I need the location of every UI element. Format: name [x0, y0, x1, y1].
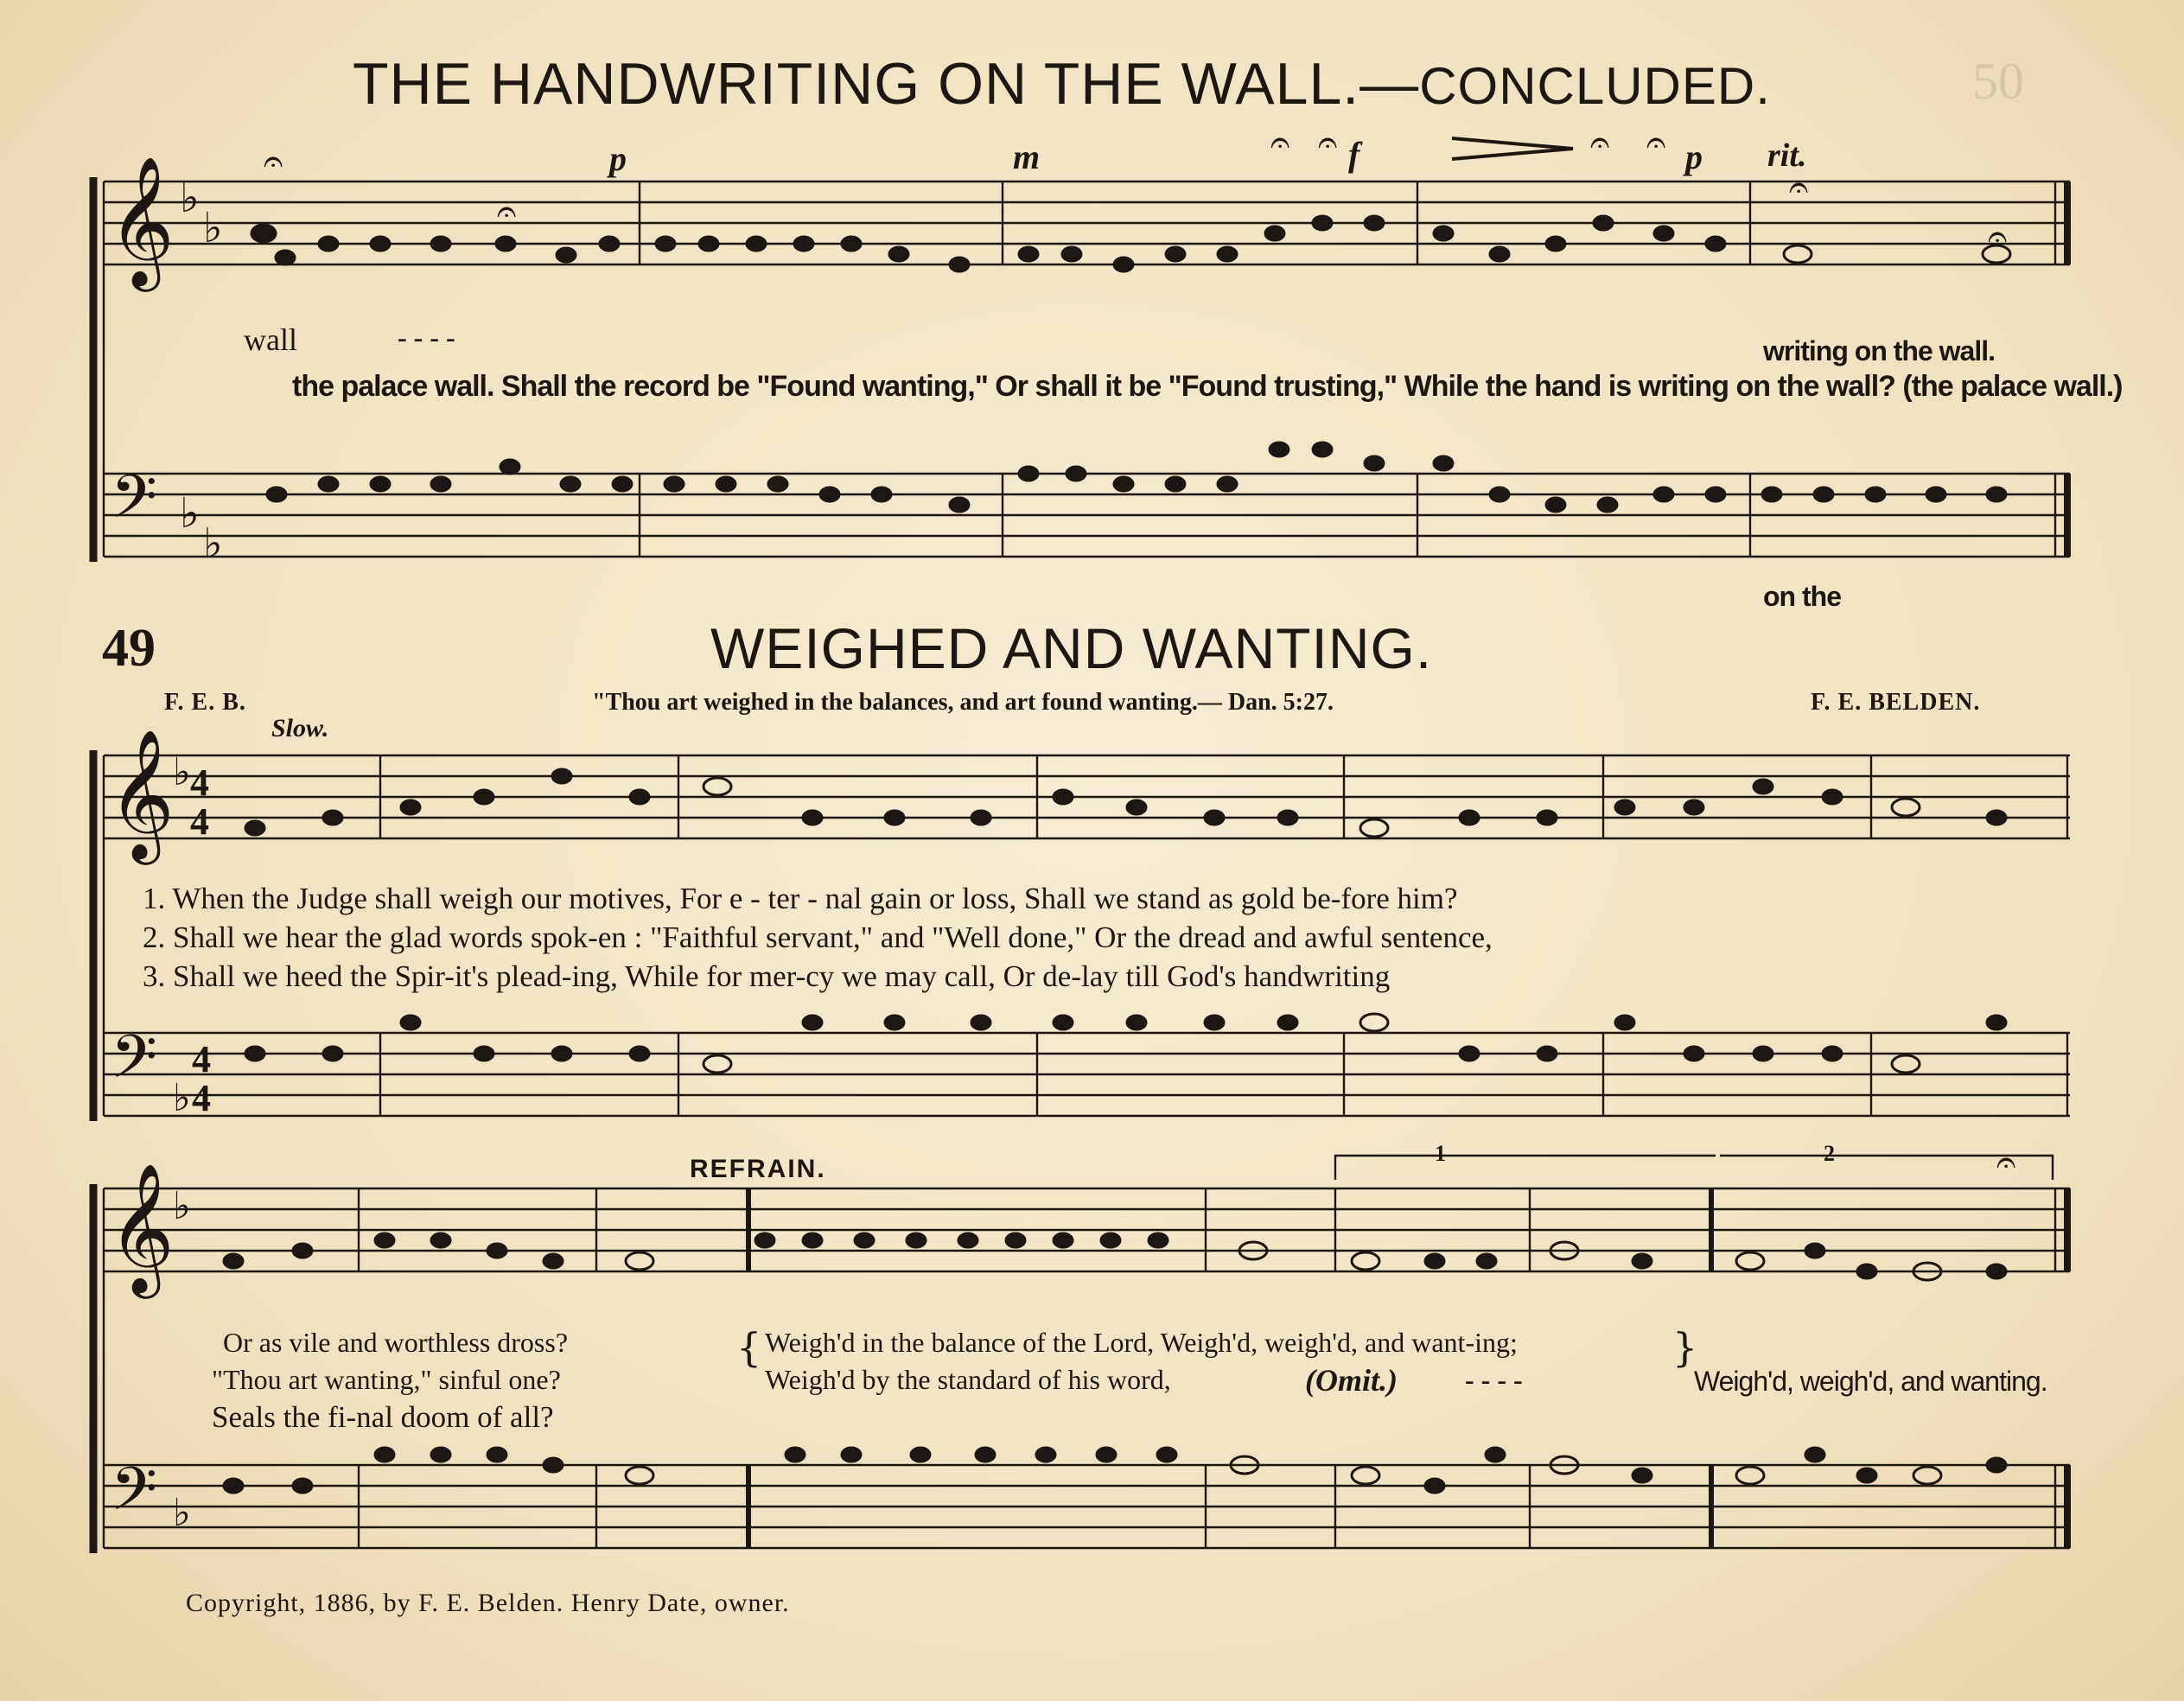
svg-text:𝄐: 𝄐 [1996, 1143, 2016, 1182]
top-title-suffix: CONCLUDED. [1419, 57, 1771, 115]
staff-system2-bass [104, 1033, 2070, 1116]
verse-end-3: Seals the fi-nal doom of all? [212, 1400, 554, 1434]
staff-system2-treble [104, 755, 2070, 838]
notes-system2-treble [245, 769, 2006, 837]
refrain-line-1: Weigh'd in the balance of the Lord, Weigh'd, weigh'd, and want-ing; [765, 1327, 1518, 1358]
staff-system3-bass [104, 1465, 2070, 1548]
staff-system1-treble [104, 182, 2070, 264]
notes-system2-bass [245, 1014, 2006, 1073]
lyric-main-line: the palace wall. Shall the record be "Found wanting," Or shall it be "Found trusting," While the hand is writing on the wall? (the palace wall.) [292, 370, 2123, 403]
treble-clef-3: 𝄞 [108, 1162, 175, 1293]
verse-end-2: "Thou art wanting," sinful one? [212, 1364, 561, 1395]
copyright-notice: Copyright, 1886, by F. E. Belden. Henry Date, owner. [186, 1589, 790, 1617]
brace-right: } [1672, 1324, 1698, 1371]
svg-text:4: 4 [192, 1038, 211, 1080]
lyric-dashes: - - - - [398, 322, 455, 353]
omit-marking: (Omit.) [1305, 1363, 1398, 1398]
bass-clef-1: 𝄢 [111, 462, 158, 546]
notes-system3-treble [224, 1233, 2006, 1280]
svg-text:♭: ♭ [180, 489, 200, 538]
svg-text:𝄐: 𝄐 [1789, 168, 1809, 207]
svg-text:♭: ♭ [203, 204, 223, 252]
lyric-on-the: on the [1763, 581, 1841, 612]
dynamic-p-2: p [1685, 137, 1703, 176]
lyricist-credit: F. E. B. [164, 689, 246, 716]
brace-left: { [736, 1324, 762, 1371]
treble-clef-2: 𝄞 [108, 728, 175, 859]
staff-system3-treble [104, 1188, 2070, 1271]
svg-text:𝄐: 𝄐 [1318, 123, 1338, 162]
svg-text:4: 4 [190, 800, 209, 843]
verse-1-line: 1. When the Judge shall weigh our motives, For e - ter - nal gain or loss, Shall we stand as gold be-fore him? [143, 882, 1458, 915]
refrain-label: REFRAIN. [690, 1155, 826, 1183]
notes-system1-bass [267, 443, 2006, 512]
svg-text:𝄐: 𝄐 [1988, 217, 2008, 257]
bass-clef-2: 𝄢 [111, 1022, 158, 1106]
svg-text:♭: ♭ [203, 519, 223, 568]
svg-text:♭: ♭ [173, 1076, 191, 1120]
hymn-number: 49 [102, 619, 156, 678]
svg-text:𝄐: 𝄐 [264, 142, 283, 182]
dynamic-rit: rit. [1767, 137, 1807, 174]
lyric-writing-on-the-wall: writing on the wall. [1763, 335, 1995, 366]
top-title-main: THE HANDWRITING ON THE WALL.— [353, 51, 1420, 117]
tempo-marking: Slow. [271, 714, 329, 742]
svg-text:♭: ♭ [173, 1184, 191, 1228]
omit-dashes: - - - - [1465, 1364, 1523, 1395]
svg-text:𝄐: 𝄐 [1270, 123, 1290, 162]
bleed-through-page-number: 50 [1972, 53, 2024, 110]
svg-text:♭: ♭ [180, 174, 200, 222]
bass-clef-3: 𝄢 [111, 1454, 158, 1539]
svg-text:𝄐: 𝄐 [1646, 123, 1666, 162]
dynamic-f: f [1348, 135, 1360, 174]
scripture-quote: "Thou art weighed in the balances, and art found wanting.— Dan. 5:27. [592, 689, 1334, 716]
verse-end-1: Or as vile and worthless dross? [223, 1327, 569, 1358]
verse-3-line: 3. Shall we heed the Spir-it's plead-ing, While for mer-cy we may call, Or de-lay till God's handwriting [143, 959, 1391, 993]
svg-text:4: 4 [192, 1077, 211, 1119]
svg-text:4: 4 [190, 761, 209, 804]
composer-credit: F. E. BELDEN. [1811, 689, 1981, 716]
hymn-title: WEIGHED AND WANTING. [710, 616, 1433, 680]
refrain-line-2: Weigh'd by the standard of his word, [765, 1364, 1171, 1395]
dynamic-p-1: p [609, 139, 627, 178]
svg-text:♭: ♭ [173, 750, 191, 794]
svg-text:♭: ♭ [173, 1491, 191, 1535]
ending-1-label: 1 [1435, 1141, 1447, 1166]
ending-2-label: 2 [1824, 1141, 1836, 1166]
lyric-wall: wall [244, 322, 297, 357]
svg-text:𝄐: 𝄐 [497, 192, 517, 232]
refrain-end: Weigh'd, weigh'd, and wanting. [1694, 1366, 2047, 1397]
staff-system1-bass [104, 474, 2070, 557]
dynamic-m: m [1013, 137, 1041, 176]
verse-2-line: 2. Shall we hear the glad words spok-en : "Faithful servant," and "Well done," Or the dread and awful sentence, [143, 921, 1493, 954]
svg-text:𝄐: 𝄐 [1590, 123, 1610, 162]
treble-clef-1: 𝄞 [108, 155, 175, 286]
